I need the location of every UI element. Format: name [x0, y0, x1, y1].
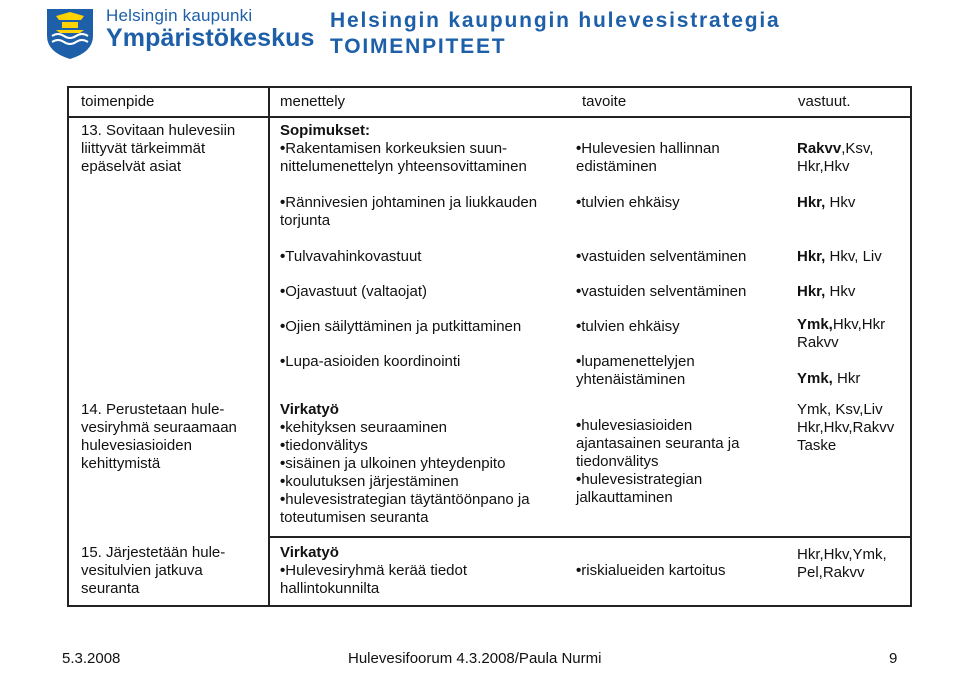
row13-tavoite-4: • vastuiden selventäminen: [576, 283, 746, 301]
row15-tavoite: • riskialueiden kartoitus: [576, 562, 726, 580]
column-header-toimenpide: toimenpide: [81, 93, 155, 110]
row13-vastuut-3: Hkr, Hkv, Liv: [797, 248, 882, 265]
row14-menettely: Virkatyö • kehityksen seuraaminen • tiedonvälitys • sisäinen ja ulkoinen yhteydenpito • koulutuksen järjestäminen • hulevesistrategian täytäntöönpano ja toteutumisen seuranta: [280, 401, 570, 527]
measures-table: [67, 86, 912, 607]
row13-vastuut-1: Rakvv,Ksv, Hkr,Hkv: [797, 140, 874, 175]
row15-vastuut: Hkr,Hkv,Ymk, Pel,Rakvv: [797, 546, 887, 581]
row14-vastuut: Ymk, Ksv,Liv Hkr,Hkv,Rakvv Taske: [797, 401, 895, 454]
table-header-row: [69, 88, 910, 118]
row13-menettely-1: • Rakentamisen korkeuksien suun- nittelumenettelyn yhteensovittaminen: [280, 140, 570, 176]
row13-vastuut-6: Ymk, Hkr: [797, 370, 861, 387]
row14-tavoite: • hulevesiasioiden ajantasainen seuranta ja tiedonvälitys • hulevesistrategian jalkauttaminen: [576, 417, 786, 507]
row13-tavoite-3: • vastuiden selventäminen: [576, 248, 746, 266]
column-header-tavoite: tavoite: [582, 93, 627, 110]
page-title-line1: Helsingin kaupungin hulevesistrategia: [330, 9, 781, 32]
row15-top-border: [268, 536, 910, 538]
page-title: [330, 8, 781, 60]
column-header-vastuut: vastuut.: [798, 93, 851, 110]
footer-date: 5.3.2008: [62, 650, 121, 667]
row13-menettely-4: • Ojavastuut (valtaojat): [280, 283, 427, 301]
column-divider: [268, 88, 270, 605]
row13-menettely-2: • Rännivesien johtaminen ja liukkauden torjunta: [280, 194, 570, 230]
footer-page-number: 9: [889, 650, 898, 667]
row14-toimenpide: 14. Perustetaan hule- vesiryhmä seuraamaan hulevesiasioiden kehittymistä: [81, 401, 237, 472]
logo-city-name: Helsingin kaupunki: [106, 6, 253, 25]
row13-vastuut-4: Hkr, Hkv: [797, 283, 856, 300]
footer-event: Hulevesifoorum 4.3.2008/Paula Nurmi: [348, 650, 602, 667]
logo: [44, 4, 314, 60]
row13-tavoite-6: • lupamenettelyjen yhtenäistäminen: [576, 353, 776, 389]
column-header-menettely: menettely: [280, 93, 346, 110]
row13-tavoite-2: • tulvien ehkäisy: [576, 194, 680, 212]
logo-department-name: Ympäristökeskus: [106, 24, 315, 52]
row15-toimenpide: 15. Järjestetään hule- vesitulvien jatkuva seuranta: [81, 544, 226, 597]
helsinki-crest-icon: [44, 6, 96, 60]
row13-vastuut-2: Hkr, Hkv: [797, 194, 856, 211]
page-title-line2: TOIMENPITEET: [330, 35, 507, 58]
row13-menettely-6: • Lupa-asioiden koordinointi: [280, 353, 460, 371]
row13-toimenpide: 13. Sovitaan hulevesiin liittyvät tärkeimmät epäselvät asiat: [81, 122, 236, 175]
row13-menettely-heading: Sopimukset:: [280, 122, 371, 139]
row15-menettely: Virkatyö • Hulevesiryhmä kerää tiedot hallintokunnilta: [280, 544, 570, 598]
row13-menettely-3: • Tulvavahinkovastuut: [280, 248, 421, 266]
row13-vastuut-5: Ymk,Hkv,Hkr Rakvv: [797, 316, 886, 351]
row13-tavoite-5: • tulvien ehkäisy: [576, 318, 680, 336]
row13-tavoite-1: • Hulevesien hallinnan edistäminen: [576, 140, 776, 176]
row13-menettely-5: • Ojien säilyttäminen ja putkittaminen: [280, 318, 521, 336]
